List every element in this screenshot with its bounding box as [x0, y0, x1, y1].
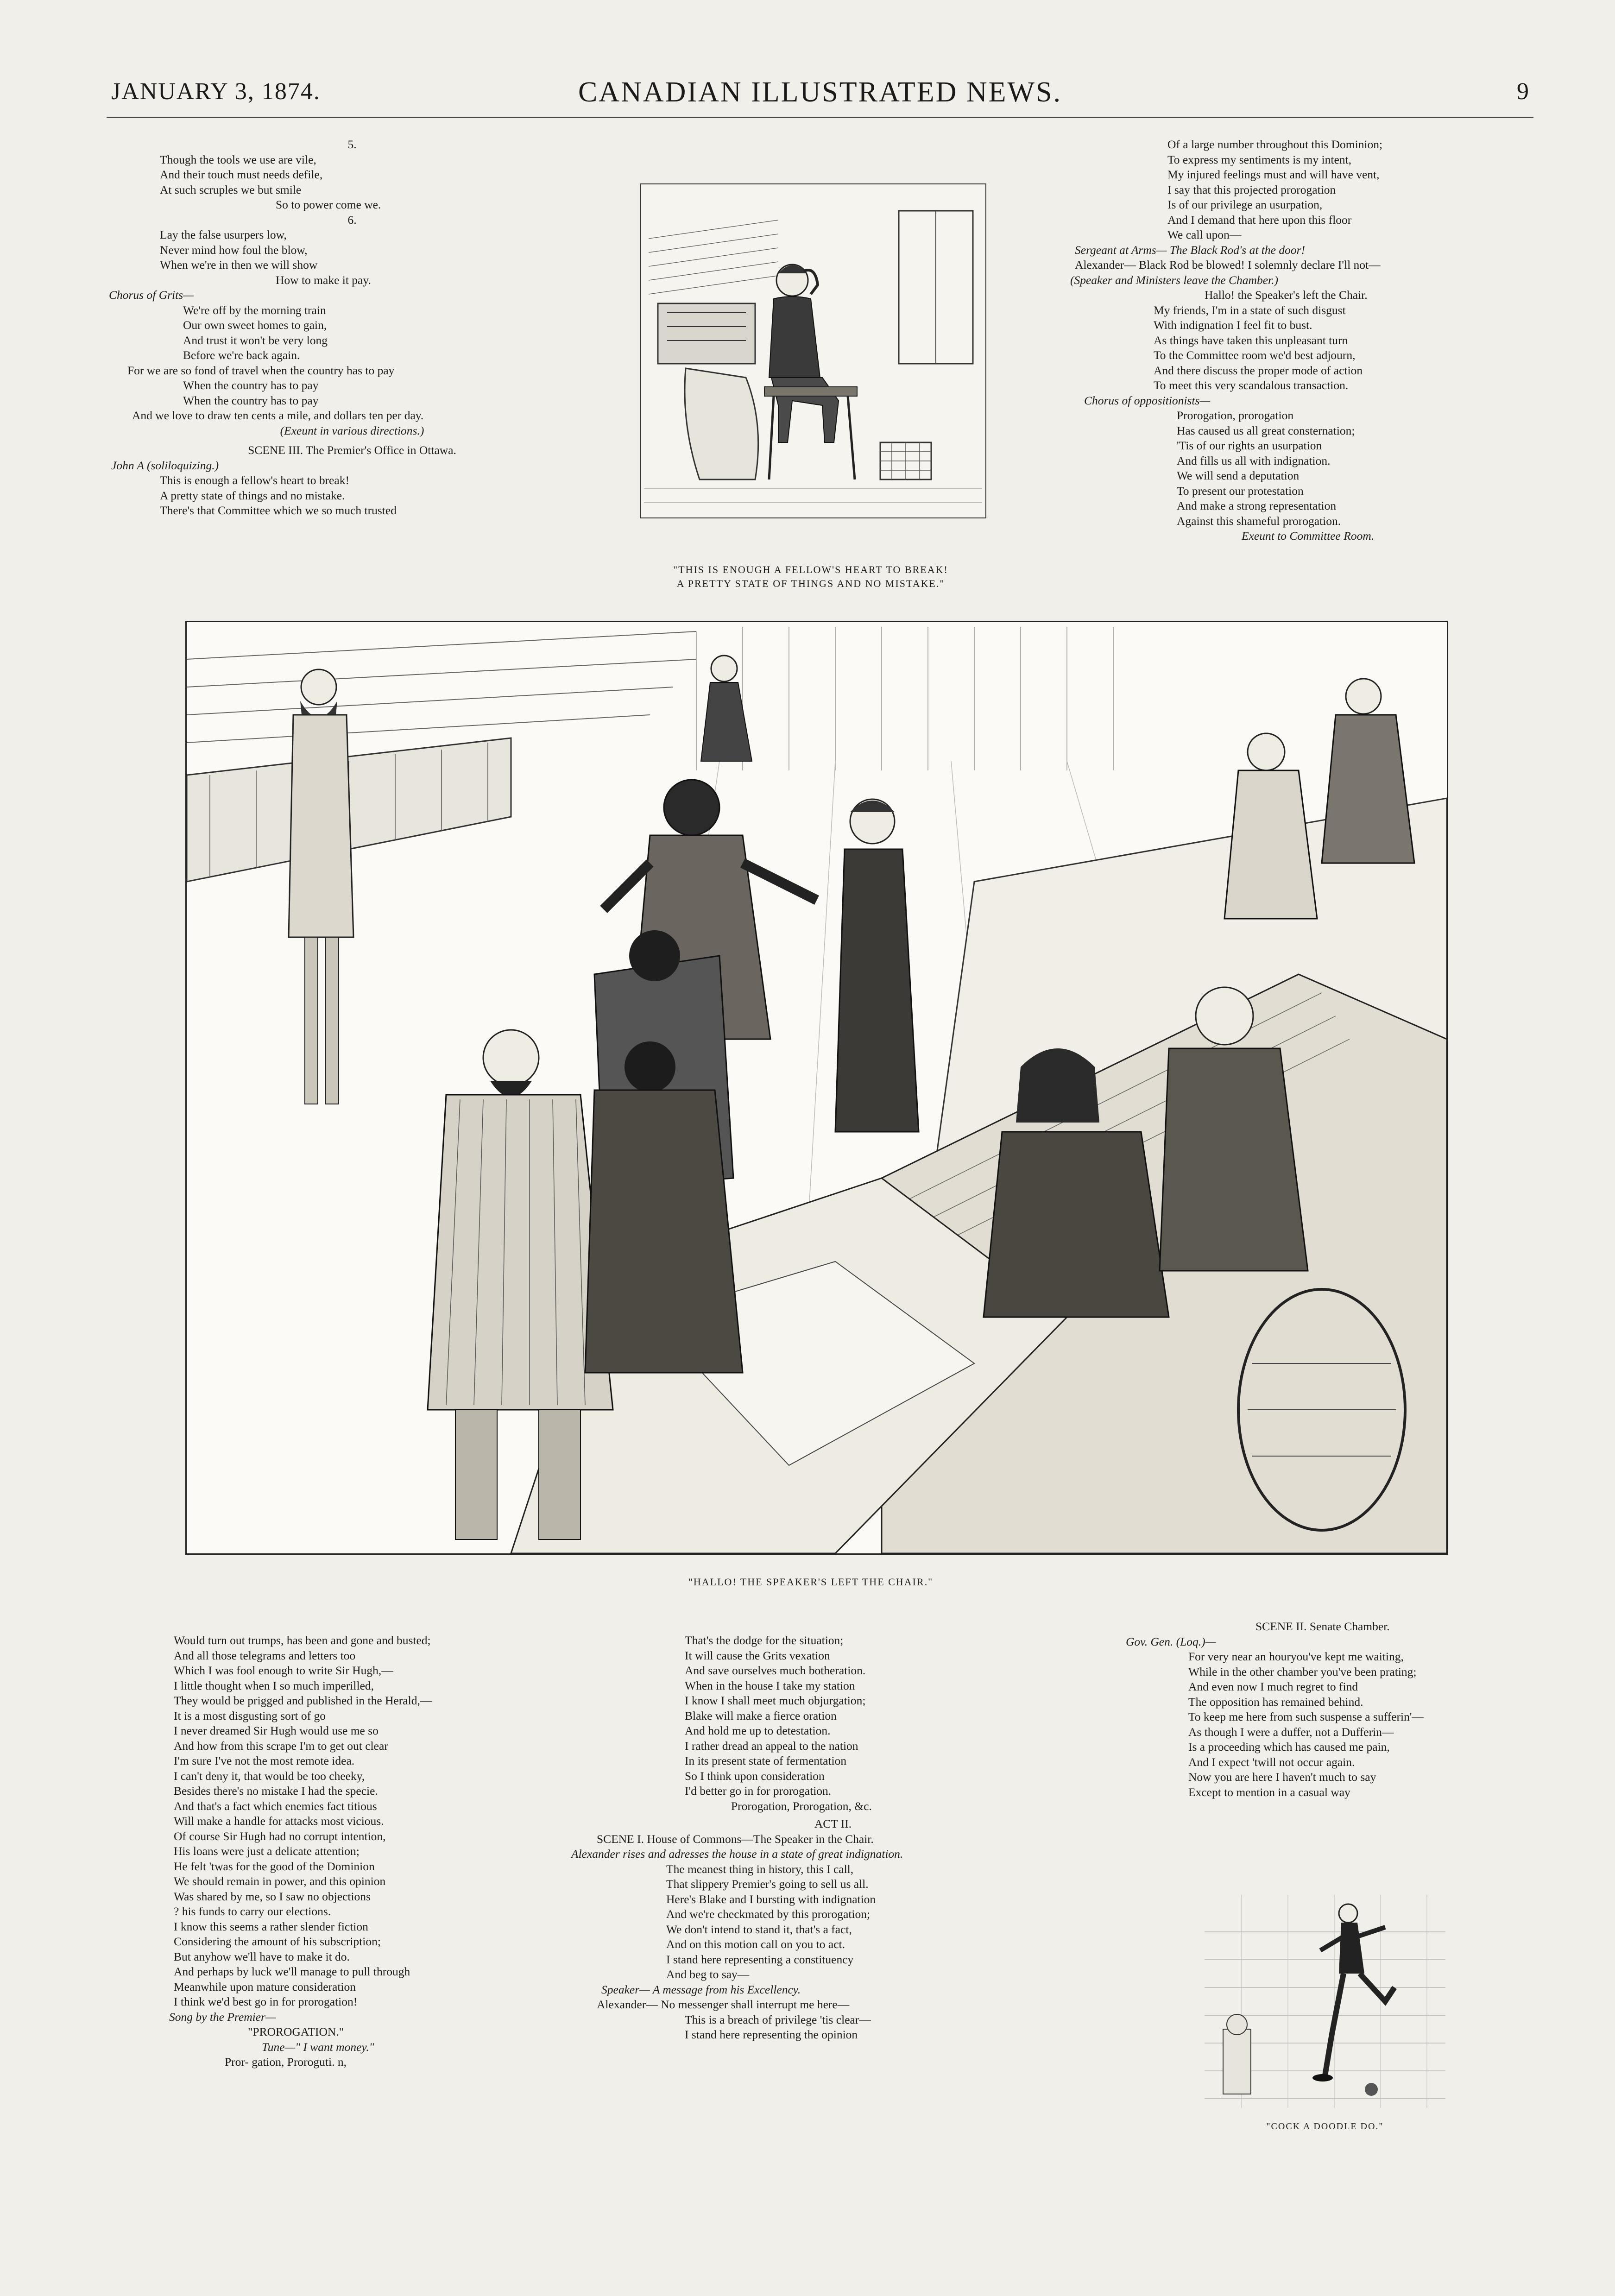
verse-line: Is a proceeding which has caused me pain,: [1188, 1740, 1390, 1754]
verse-line: To the Committee room we'd best adjourn,: [1154, 348, 1356, 362]
verse-line: At such scruples we but smile: [160, 183, 302, 196]
verse-line: I think we'd best go in for prorogation!: [174, 1995, 358, 2008]
verse-line: And there discuss the proper mode of action: [1154, 363, 1363, 377]
verse-line: When the country has to pay: [183, 393, 319, 407]
verse-line: And their touch must needs defile,: [160, 168, 323, 181]
speaker-label: John A (soliloquizing.): [111, 458, 219, 472]
top-left-column: [109, 137, 595, 518]
premier-office-illustration: [639, 183, 987, 519]
verse-line: Before we're back again.: [183, 348, 300, 362]
stage-direction: (Exeunt in various directions.): [280, 423, 424, 437]
verse-line: We don't intend to stand it, that's a fact,: [666, 1922, 852, 1936]
verse-line: Has caused us all great consternation;: [1177, 423, 1355, 437]
verse-line: Hallo! the Speaker's left the Chair.: [1205, 288, 1368, 302]
verse-line: To keep me here from such suspense a sufferin'—: [1188, 1710, 1424, 1723]
verse-line: They would be prigged and published in the Herald,—: [174, 1694, 432, 1707]
page-number: 9: [1517, 78, 1529, 105]
song-title: "PROROGATION.": [248, 2025, 344, 2038]
verse-line: And beg to say—: [666, 1968, 750, 1981]
verse-line: When in the house I take my station: [685, 1678, 855, 1692]
speaker-label: Chorus of Grits—: [109, 288, 194, 302]
verse-line: And fills us all with indignation.: [1177, 454, 1331, 467]
verse-line: While in the other chamber you've been prating;: [1188, 1665, 1417, 1678]
verse-line: It will cause the Grits vexation: [685, 1648, 830, 1662]
verse-line: Though the tools we use are vile,: [160, 152, 316, 166]
act-heading: ACT II.: [814, 1817, 852, 1830]
verse-line: But anyhow we'll have to make it do.: [174, 1949, 350, 1963]
stage-direction: Exeunt to Committee Room.: [1242, 529, 1375, 542]
stage-line: Alexander— Black Rod be blowed! I solemnly declare I'll not—: [1075, 258, 1381, 271]
verse-line: As though I were a duffer, not a Dufferin—: [1188, 1725, 1394, 1739]
scene-heading: SCENE III. The Premier's Office in Ottawa.: [248, 443, 456, 457]
verse-line: Prorogation, prorogation: [1177, 409, 1294, 422]
verse-line: Considering the amount of his subscription;: [174, 1935, 381, 1948]
house-of-commons-illustration: [185, 621, 1448, 1555]
verse-line: Pror- gation, Proroguti. n,: [225, 2055, 347, 2069]
verse-line: Besides there's no mistake I had the specie.: [174, 1784, 378, 1798]
verse-line: There's that Committee which we so much trusted: [160, 504, 397, 517]
verse-line: My injured feelings must and will have vent,: [1167, 168, 1380, 181]
header-rule: [107, 116, 1533, 118]
verse-line: And all those telegrams and letters too: [174, 1648, 356, 1662]
main-figure-caption: "HALLO! THE SPEAKER'S LEFT THE CHAIR.": [688, 1576, 934, 1588]
verse-line: Now you are here I haven't much to say: [1188, 1770, 1376, 1784]
verse-line: His loans were just a delicate attention;: [174, 1844, 360, 1858]
top-right-column: [1070, 137, 1533, 544]
verse-line: When we're in then we will show: [160, 258, 318, 271]
verse-line: We're off by the morning train: [183, 303, 326, 317]
verse-line: So I think upon consideration: [685, 1769, 825, 1783]
caption-line: "THIS IS ENOUGH A FELLOW'S HEART TO BREAK!: [673, 564, 948, 575]
verse-line: As things have taken this unpleasant turn: [1154, 333, 1348, 347]
verse-line: Lay the false usurpers low,: [160, 228, 287, 241]
verse-line: With indignation I feel fit to bust.: [1154, 318, 1312, 332]
stage-direction: (Speaker and Ministers leave the Chamber.): [1070, 273, 1278, 287]
verse-line: And hold me up to detestation.: [685, 1724, 831, 1737]
verse-number: 6.: [347, 213, 357, 227]
governor-general-illustration: [1205, 1895, 1445, 2108]
verse-line: When the country has to pay: [183, 378, 319, 392]
verse-line: Here's Blake and I bursting with indignation: [666, 1892, 876, 1906]
verse-line: The meanest thing in history, this I call,: [666, 1862, 854, 1876]
stage-line: Sergeant at Arms— The Black Rod's at the door!: [1075, 243, 1305, 257]
verse-number: 5.: [347, 138, 357, 151]
verse-line: ? his funds to carry our elections.: [174, 1905, 331, 1918]
verse-line: A pretty state of things and no mistake.: [160, 488, 345, 502]
verse-line: Blake will make a fierce oration: [685, 1709, 837, 1722]
verse-line: The opposition has remained behind.: [1188, 1695, 1363, 1709]
verse-line: He felt 'twas for the good of the Dominion: [174, 1859, 375, 1873]
verse-line: So to power come we.: [276, 198, 381, 211]
verse-line: Prorogation, Prorogation, &c.: [731, 1799, 872, 1813]
top-figure-caption: [602, 563, 1019, 591]
verse-line: Would turn out trumps, has been and gone and busted;: [174, 1634, 431, 1647]
verse-line: I'm sure I've not the most remote idea.: [174, 1754, 355, 1767]
verse-line: I know I shall meet much objurgation;: [685, 1694, 866, 1707]
speaker-label: Song by the Premier—: [169, 2010, 276, 2024]
verse-line: I rather dread an appeal to the nation: [685, 1739, 858, 1753]
verse-line: Against this shameful prorogation.: [1177, 514, 1341, 528]
verse-line: And trust it won't be very long: [183, 333, 328, 347]
verse-line: I say that this projected prorogation: [1167, 183, 1336, 196]
verse-line: Meanwhile upon mature consideration: [174, 1980, 356, 1993]
publication-title: CANADIAN ILLUSTRATED NEWS.: [578, 76, 1062, 108]
song-tune: Tune—" I want money.": [262, 2040, 374, 2054]
verse-line: And perhaps by luck we'll manage to pull through: [174, 1965, 410, 1978]
verse-line: And I demand that here upon this floor: [1167, 213, 1352, 227]
verse-line: To meet this very scandalous transaction.: [1154, 378, 1349, 392]
verse-line: This is enough a fellow's heart to break!: [160, 473, 349, 487]
bottom-figure-caption: "COCK A DOODLE DO.": [1266, 2121, 1384, 2132]
verse-line: Will make a handle for attacks most vicious.: [174, 1814, 384, 1828]
verse-line: Never mind how foul the blow,: [160, 243, 308, 257]
verse-line: Except to mention in a casual way: [1188, 1785, 1350, 1799]
masthead: [111, 78, 1529, 115]
scene-heading: SCENE I. House of Commons—The Speaker in the Chair.: [597, 1832, 874, 1846]
verse-line: I stand here representing a constituency: [666, 1952, 854, 1966]
engraving-premier-seated-icon: [639, 183, 987, 519]
verse-line: Which I was fool enough to write Sir Hugh,—: [174, 1664, 393, 1677]
issue-date: JANUARY 3, 1874.: [111, 78, 321, 105]
verse-line: How to make it pay.: [276, 273, 371, 287]
engraving-house-of-commons-icon: [187, 622, 1447, 1553]
verse-line: And save ourselves much botheration.: [685, 1664, 866, 1677]
verse-line: And we're checkmated by this prorogation;: [666, 1907, 871, 1921]
verse-line: That slippery Premier's going to sell us all.: [666, 1877, 869, 1891]
verse-line: And even now I much regret to find: [1188, 1680, 1358, 1693]
stage-direction: Alexander rises and adresses the house in a state of great indignation.: [571, 1847, 903, 1861]
verse-line: And on this motion call on you to act.: [666, 1937, 845, 1951]
verse-line: To express my sentiments is my intent,: [1167, 152, 1351, 166]
verse-line: For very near an houryou've kept me waiting,: [1188, 1650, 1404, 1663]
verse-line: For we are so fond of travel when the country has to pay: [127, 363, 395, 377]
verse-line: It is a most disgusting sort of go: [174, 1709, 326, 1722]
verse-line: Is of our privilege an usurpation,: [1167, 198, 1323, 211]
verse-line: I know this seems a rather slender fiction: [174, 1919, 368, 1933]
verse-line: 'Tis of our rights an usurpation: [1177, 439, 1322, 452]
verse-line: And we love to draw ten cents a mile, and dollars ten per day.: [132, 409, 424, 422]
caption-line: A PRETTY STATE OF THINGS AND NO MISTAKE.": [676, 578, 945, 589]
verse-line: We will send a deputation: [1177, 469, 1300, 482]
bottom-right-column: [1126, 1619, 1529, 1800]
scene-heading: SCENE II. Senate Chamber.: [1255, 1620, 1390, 1633]
verse-line: I stand here representing the opinion: [685, 2028, 858, 2041]
verse-line: And that's a fact which enemies fact titious: [174, 1799, 377, 1813]
verse-line: I can't deny it, that would be too cheeky,: [174, 1769, 365, 1783]
verse-line: And make a strong representation: [1177, 499, 1337, 512]
verse-line: My friends, I'm in a state of such disgust: [1154, 303, 1346, 317]
verse-line: This is a breach of privilege 'tis clear—: [685, 2012, 871, 2026]
verse-line: And I expect 'twill not occur again.: [1188, 1755, 1355, 1769]
verse-line: I little thought when I so much imperilled,: [174, 1678, 374, 1692]
verse-line: Of course Sir Hugh had no corrupt intention,: [174, 1829, 386, 1843]
verse-line: Of a large number throughout this Dominion;: [1167, 138, 1383, 151]
speaker-label: Gov. Gen. (Loq.)—: [1126, 1634, 1216, 1648]
verse-line: That's the dodge for the situation;: [685, 1634, 844, 1647]
speaker-label: Chorus of oppositionists—: [1084, 393, 1211, 407]
stage-line: Alexander— No messenger shall interrupt me here—: [597, 1998, 850, 2011]
verse-line: To present our protestation: [1177, 484, 1304, 498]
verse-line: In its present state of fermentation: [685, 1754, 847, 1767]
bottom-middle-column: [571, 1633, 1083, 2043]
engraving-governor-general-dancing-icon: [1205, 1895, 1445, 2108]
verse-line: We should remain in power, and this opinion: [174, 1874, 386, 1888]
verse-line: Our own sweet homes to gain,: [183, 318, 327, 332]
verse-line: Was shared by me, so I saw no objections: [174, 1889, 371, 1903]
stage-line: Speaker— A message from his Excellency.: [601, 1982, 801, 1996]
verse-line: I never dreamed Sir Hugh would use me so: [174, 1724, 379, 1737]
verse-line: And how from this scrape I'm to get out clear: [174, 1739, 388, 1753]
verse-line: I'd better go in for prorogation.: [685, 1784, 832, 1798]
verse-line: We call upon—: [1167, 228, 1242, 241]
